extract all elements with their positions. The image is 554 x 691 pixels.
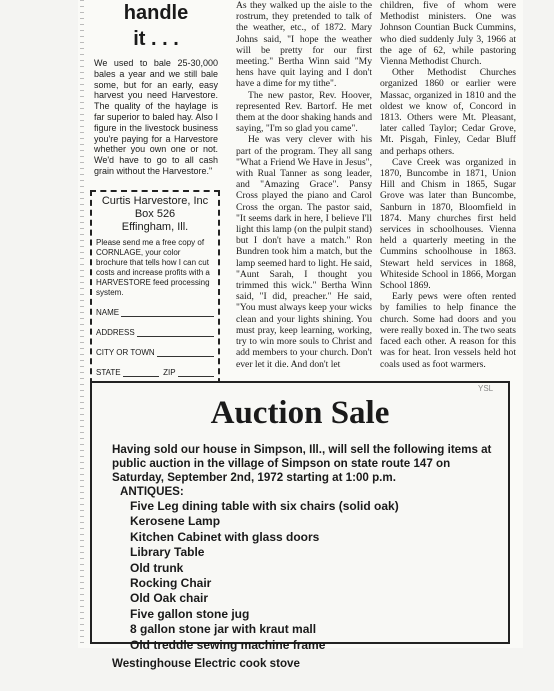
coupon-state-zip-field — [96, 368, 214, 378]
harvestore-ad — [90, 0, 222, 398]
auction-items — [92, 499, 508, 653]
ad-headline-line1: handle — [123, 2, 189, 24]
handwritten-mark: YSL — [478, 384, 494, 393]
state-label: STATE — [96, 368, 121, 377]
state-line — [123, 368, 159, 377]
zip-line — [178, 368, 214, 377]
article-paragraph: children, five of whom were Methodist ministers. One was Johnson Countian Buck Cummins, who died suddenly July 3, 1966 at the age of 62, while pastoring Vienna Methodist Church. — [380, 0, 516, 68]
article-column-2 — [236, 0, 372, 370]
article-paragraph: As they walked up the aisle to the rostrum, they pretended to talk of the weather, etc., of 1872. Mary Johns said, "I hope the weather will be pretty for our first meeting." Bertha Winn said "My hens have quit laying and I don't have a dime for my tithe". — [236, 0, 372, 90]
list-item: Kitchen Cabinet with glass doors — [130, 529, 320, 544]
address-label: ADDRESS — [96, 328, 135, 337]
auction-lead: Having sold our house in Simpson, Ill., will sell the following items at public auction in the village of Simpson on state route 147 on Saturday, September 2nd, 1972 starting at 1:00 p.m. — [112, 443, 492, 484]
city-line — [157, 348, 214, 357]
antiques-label: ANTIQUES: — [120, 485, 184, 498]
list-item: Old trunk — [130, 560, 184, 575]
coupon-city: Effingham, Ill. — [121, 221, 189, 233]
coupon-box: Box 526 — [134, 208, 176, 220]
ad-headline — [90, 0, 222, 52]
address-line — [137, 328, 214, 337]
perforated-edge — [80, 0, 84, 645]
list-item: Rocking Chair — [130, 576, 212, 591]
list-item: Kerosene Lamp — [130, 514, 221, 529]
coupon-company: Curtis Harvestore, Inc — [101, 195, 209, 207]
list-item: Library Table — [130, 545, 205, 560]
list-item: Five Leg dining table with six chairs (solid oak) — [130, 499, 399, 513]
auction-sale-ad — [90, 381, 510, 671]
list-item: Five gallon stone jug — [130, 606, 250, 621]
article-paragraph: The new pastor, Rev. Hoover, represented Rev. Bartorf. He met them at the door shaking hands and saying, "I'm so glad you came". — [236, 89, 372, 135]
article-paragraph: Other Methodist Churches organized 1860 or earlier were Massac, organized in 1810 and the oldest we know of, Concord in 1813. Others were Mt. Pleasant, later called Taylor; Cedar Grove, Mt. Pisgah, Finley, Cedar Bluff and perhaps others. — [380, 67, 516, 157]
ad-headline-line2: it . . . — [133, 28, 179, 50]
name-line — [121, 308, 214, 317]
mail-coupon — [90, 190, 220, 394]
list-item: Old treddle sewing machine frame — [130, 637, 326, 652]
list-item: Old Oak chair — [130, 591, 209, 606]
coupon-city-field — [96, 348, 214, 358]
name-label: NAME — [96, 308, 120, 317]
coupon-note: Please send me a free copy of CORNLAGE, your color brochure that tells how I can cut costs and increase profits with a HARVESTORE feed processing system. — [96, 238, 210, 297]
article-paragraph: Cave Creek was organized in 1870, Buncombe in 1871, Union Hill and Chism in 1865, Sugar Grove was later than Buncombe, Sanburn in 1870, Bloomfield in 1874. Many churches first held services in schoolhouses. Vienna held a quarterly meeting in the Cummins schoolhouse in 1863. Stewart held services in 1868, Whiteside School in 1866, Morgan School 1869. — [380, 156, 516, 292]
article-column-3 — [380, 0, 516, 370]
zip-label: ZIP — [163, 368, 176, 377]
ad-testimonial: We used to bale 25-30,000 bales a year and we still bale some, but for an early, easy harvest you need Harvestore. The quality of the haylage is far superior to baled hay. Also I figure in the livestock business you're paying for a Harvestore whether you own one or not. We'd have to go to all cash grain without the Harvestore." — [94, 58, 218, 176]
auction-title: Auction Sale — [210, 395, 390, 431]
auction-last-item: Westinghouse Electric cook stove — [112, 657, 300, 671]
coupon-address-field — [96, 328, 214, 338]
coupon-name-field — [96, 308, 214, 318]
list-item: 8 gallon stone jar with kraut mall — [130, 622, 317, 637]
article-paragraph: He was very clever with his part of the program. They all sang "What a Friend We Have in Jesus", with Rual Tanner as song leader, and "Amazing Grace". Pansy Cross played the piano and Carol Cross the organ. The pastor said, "It seems dark in here, I believe I'll light this lamp (on the pulpit stand) but I don't have a match." Ron Bundren took him a match, but the lamp seemed hard to light. He said, "Aunt Sarah, I thought you trimmed this wick." Bertha Winn said, "I did, preacher." He said, "You must always keep your wicks clean and your lights shining. You must pray, keep learning, working, try to win more souls to Christ and add members to your church. Don't ever let it die. And don't let — [236, 134, 372, 370]
article-paragraph: Early pews were often rented by families to help finance the church. Some had doors and you were really boxed in. The two seats faced each other. A reason for this was for heat. Iron vessels held hot coals used as foot warmers. — [380, 291, 516, 370]
city-label: CITY OR TOWN — [96, 348, 155, 357]
